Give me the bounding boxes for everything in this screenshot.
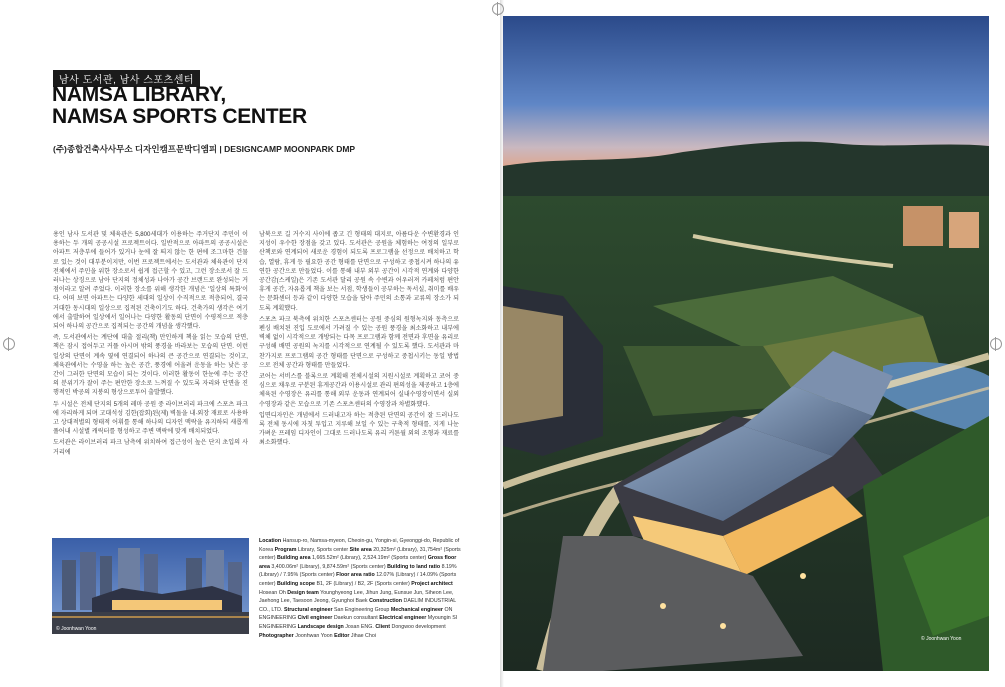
body-column-left: [53, 230, 248, 530]
paragraph: 코어는 서비스를 블록으로 계획해 전체시설의 지원시설로 계획하고 코어 중심으로 채우로 구분된 휴게공간과 이용시설로 관리 편의성을 제공하고 1층에 체육된 수영장은 유리를 통해 외부 운동과 연계되어 실내수영장이면서 실외수영장과 같은 모습으로 기존 스포츠센터의 수영장과 차별화했다.: [259, 373, 459, 408]
library-photo-image: [52, 538, 249, 634]
crop-mark-icon: [492, 3, 504, 15]
section-tag: 남사 도서관, 남사 스포츠센터: [53, 70, 200, 87]
project-facts: Location Hansup-ro, Namsa-myeon, Cheoin-gu, Yongin-si, Gyeonggi-do, Republic of Korea Program Library, Sports center Site area 20,325m² (Library), 31,754m² (Sports center) Building area 1,665.52m² (Library), 2,524.19m² (Sports center) Gross floor area 3,400.06m² (Library), 9,874.59m² (Sports center) Building to land ratio 8.19% (Library) / 7.95% (Sports center) Floor area ratio 12.07% (Library) / 14.09% (Sports center) Building scope B1, 2F (Library) / B2, 2F (Sports center) Project architect Hosean Oh Design team Younghyeong Lee, Jihun Jung, Eunsue Jun, Siheon Lee, Jaehong Lee, Taesoon Jeong, Gyunghoi Baek Construction DAELIM INDUSTRIAL CO., LTD. Structural engineer San Engineering Group Mechanical engineer ON ENGINEERING Civil engineer Daekun consultant Electrical engineer Myoungin SI ENGINEERING Landscape design Josan ENG. Client Dongwoo development Photographer Joonhwan Yoon Editor Jihae Choi: [259, 538, 461, 639]
architect-credits: (주)종합건축사사무소 디자인캠프문박디엠피 | DESIGNCAMP MOONPARK DMP: [53, 144, 356, 154]
title-line-2: NAMSA SPORTS CENTER: [52, 105, 307, 128]
paragraph: 남북으로 길 거수지 사이에 좁고 긴 형태의 대지로, 아름다운 수변환경과 인지성이 우수한 장점을 갖고 있다. 도서관은 공원을 체험하는 여정의 일부로 산책로와 연계되어 새로운 경험이 되도록 프로그램을 선정으로 배치하고 학습, 열람, 휴게 등 필요한 공간 형태를 단면으로 구성하고 중첩시켜 하나의 유연한 공간으로 만들었다. 이를 통해 내부 외부 공간이 시각적 연계와 다양한 공간감(스케일)은 기존 도서관 달리 공원 속 수변과 어우러져 카페처럼 편안 휴게 공간, 자유롭게 책을 보는 서점, 학생들이 공부하는 독서실, 취미를 배우는 문화센터 등과 같이 다양한 모습을 담아 주민의 소통과 교류의 장소가 되도록 계획했다.: [259, 231, 459, 312]
article-title: [52, 84, 307, 128]
photo-credit: © Joonhwan Yoon: [56, 626, 97, 632]
aerial-photo: [503, 16, 989, 671]
paragraph: 두 시설은 전체 단지의 5개의 레마 공원 중 라이브러리 파크에 스포츠 파크에 자리하게 되며 고대석성 김한(잡회)된(제) 벽돌을 내·외장 재료로 사용하고 상대적별의 형태적 어휘를 통해 하나의 디자인 맥락을 유지하되 새롭게 풀어내 시설별 캐릭터를 형성하고 주변 맥락에 맞게 배치되었다.: [53, 400, 248, 436]
photo-credit: © Joonhwan Yoon: [921, 636, 962, 642]
paragraph: 스포츠 파크 북측에 위치한 스포츠센터는 공원 중심의 원형녹지와 동측으로 펜싱 배치된 진입 도로에서 가려질 수 있는 공원 풍경을 최소화하고 내부에 벽체 없이 시각적으로 개방되는 다목 프로그램과 함께 전면과 후면을 유리로 구성해 배면 공원의 녹지를 시각적으로 연계될 수 있도록 했다. 도서관과 마찬가지로 프로그램의 공간 형태를 단면으로 구성하고 중첩시키는 동일 방법으로 전체 공간과 형태를 만들었다.: [259, 315, 459, 369]
body-column-right: [259, 230, 459, 500]
paragraph: 입면디자인은 개념에서 드러내고자 하는 적층된 단면의 공간이 잘 드러나도록 전체 동시에 자칫 투입고 지루해 보일 수 있는 구축적 형태를, 지게 나눈 가벼운 프레임 디자인이 그대로 드러나도록 유리 커튼월 외의 조형과 재료를 최소화했다.: [259, 411, 459, 447]
paragraph: 즉, 도서관에서는 계단에 대출 절리(책) 만인하게 책을 읽는 모습의 단면, 책은 잠시 접어두고 커플 아시며 밖의 풍경을 바라보는 모습의 단면. 이런 일상의 단면이 계속 옆에 연결되어 하나의 큰 공간으로 연결되는 것이고, 체육관에서는 수영을 하는 높은 공간, 풍경에 어울려 운동을 하는 낮은 공간이 그러한 단면의 모습이 되는 것이다. 이러한 활동이 한눈에 주는 공간의 분위기가 잘이 주는 편안한 장소로 느껴질 수 있도록 자리와 단면을 진행적인 박공의 지붕의 형상으로투어 출발했다.: [53, 334, 248, 397]
title-line-1: NAMSA LIBRARY,: [52, 83, 226, 106]
library-photo: [52, 538, 249, 634]
crop-mark-icon: [990, 338, 1002, 350]
aerial-photo-image: [503, 16, 989, 671]
crop-mark-icon: [3, 338, 15, 350]
paragraph: 도서관은 라이브러리 파크 남측에 위치하여 접근성이 높은 단지 초입의 사거리에: [53, 439, 248, 456]
paragraph: 용인 남사 도서관 및 체육관은 5,800세대가 이용하는 주거단지 주민이 이용하는 두 개의 공공시설 프로젝트이다. 일반적으로 아파트의 공공시설은 아파트 저층부에 들어가 있거나 눈에 잘 띄지 않는 한 편에 조그마한 건물로 있는 것이 대부분이지만, 이번 프로젝트에서는 도서관과 체육관이 단지 전체에서 주민을 위한 장소로서 쉽게 접근할 수 있고, 그런 장소로서 잘 드러나는 상징으로 남아 단지의 정체성과 나아가 공간 브랜드로 완성되는 거점이라고 알려 주었다. 이러한 장소를 위해 생각한 개념은 '일상의 특화'이다. 어떠 보면 아파트는 다양한 세대의 일상이 수직적으로 적층되어, 결국 거대한 동시대의 일상으로 집적된 건축이기도 하다. 건축가의 생각은 여기에서 출발하여 일상에서 일어나는 다양한 활동의 단면이 수평적으로 적층되어 하나의 공간으로 집적되는 공간의 개념을 생각했다.: [53, 231, 248, 331]
